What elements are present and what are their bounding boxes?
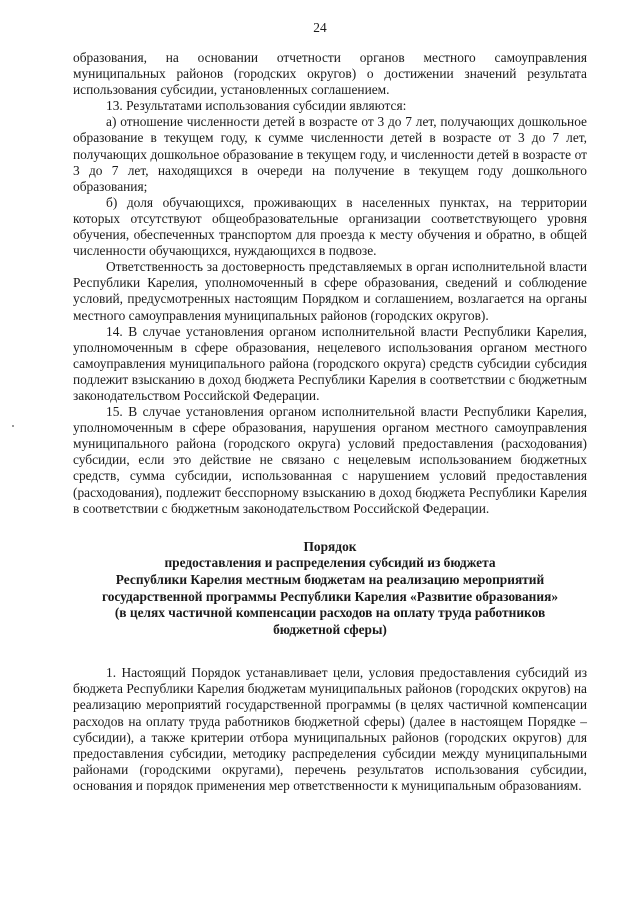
paragraph-14: 14. В случае установления органом исполнительной власти Республики Карелия, уполномоченным в сфере образования, нецелевого использования органом местного самоуправления муниципального района (городского округа) средств субсидии субсидия подлежит взысканию в доход бюджета Республики Карелия в соответствии с бюджетным законодательством Российской Федерации. <box>73 323 587 403</box>
heading-line: (в целях частичной компенсации расходов на оплату труда работников <box>114 605 546 621</box>
paragraph-continuation: образования, на основании отчетности органов местного самоуправления муниципальных районов (городских округов) о достижении значений результата использования субсидии, установленных соглашением. <box>73 50 587 98</box>
paragraph-1: 1. Настоящий Порядок устанавливает цели, условия предоставления субсидий из бюджета Республики Карелия бюджетам муниципальных районов (городских округов) на реализацию мероприятий государственной программы (в целях частичной компенсации расходов на оплату труда работников бюджетной сферы) (далее в настоящем Порядке – субсидии), а также критерии отбора муниципальных районов (городских округов) для предоставления субсидии, методику распределения субсидии между муниципальными районами (городскими округами), перечень результатов использования субсидии, основания и порядок применения мер ответственности к муниципальным образованиям. <box>73 665 587 793</box>
heading-line: бюджетной сферы) <box>273 621 387 637</box>
paragraph-15: 15. В случае установления органом исполнительной власти Республики Карелия, уполномоченным в сфере образования, нарушения органом местного самоуправления муниципального района (городского округа) условий предоставления (расходования) субсидии, если это действие не связано с нецелевым использованием бюджетных средств, сумма субсидии, использованная с нарушением условий предоставления (расходования), подлежит бесспорному взысканию в доход бюджета Республики Карелия в соответствии с бюджетным законодательством Российской Федерации. <box>73 404 587 516</box>
bottom-paragraphs <box>73 665 587 794</box>
heading-line: государственной программы Республики Карелия «Развитие образования» <box>101 588 559 604</box>
paragraph-13-a: а) отношение численности детей в возрасте от 3 до 7 лет, получающих дошкольное образование в текущем году, к сумме численности детей в возрасте от 3 до 7 лет, получающих дошкольное образование в текущем году, и численности детей в возрасте от 3 до 7 лет, находящихся в очереди на получение в текущем году дошкольного образования; <box>73 114 587 194</box>
heading-line: Порядок <box>303 538 357 554</box>
document-body <box>73 50 587 794</box>
top-paragraphs <box>73 50 587 517</box>
margin-dot <box>12 425 14 427</box>
paragraph-13: 13. Результатами использования субсидии являются: <box>106 98 407 114</box>
paragraph-13-b: б) доля обучающихся, проживающих в населенных пунктах, на территории которых отсутствуют общеобразовательные организации соответствующего уровня обучения, обеспеченных транспортом для проезда к месту обучения и обратно, в общей численности обучающихся, нуждающихся в подвозе. <box>73 194 587 259</box>
heading-line: Республики Карелия местным бюджетам на реализацию мероприятий <box>115 571 545 587</box>
page-number: 24 <box>313 20 327 35</box>
section-heading <box>73 539 587 639</box>
heading-line: предоставления и распределения субсидий из бюджета <box>164 555 496 571</box>
paragraph-responsibility: Ответственность за достоверность представляемых в орган исполнительной власти Республики Карелия, уполномоченный в сфере образования, сведений и соблюдение условий, предусмотренных настоящим Порядком и соглашением, возлагается на органы местного самоуправления муниципальных районов (городских округов). <box>73 259 587 323</box>
